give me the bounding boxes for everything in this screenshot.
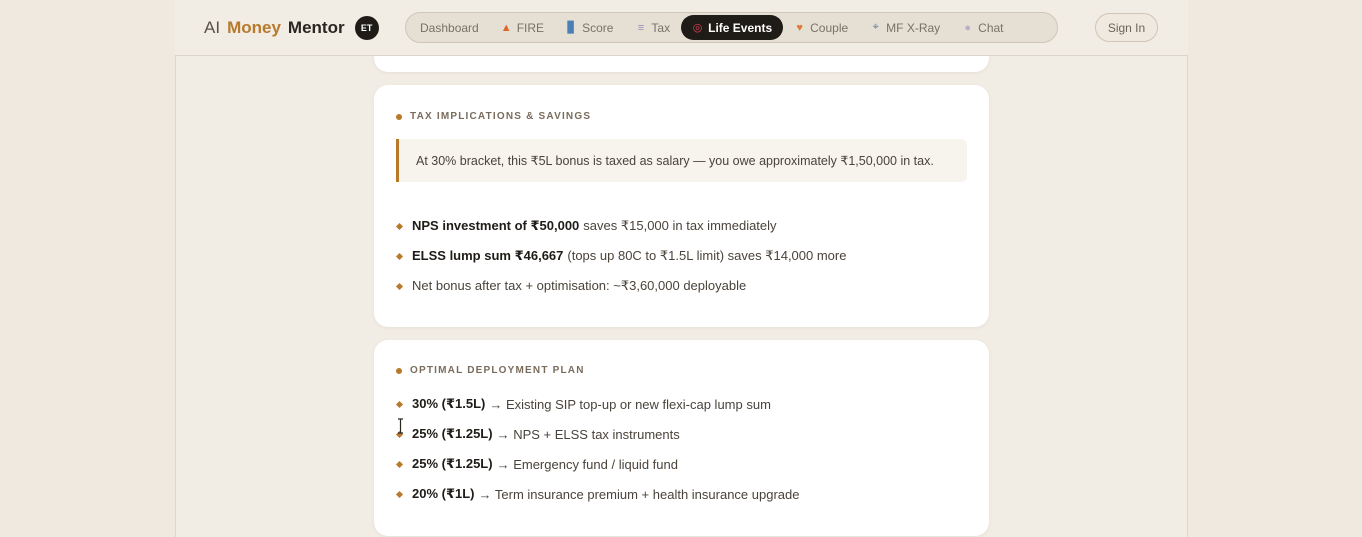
top-navbar: [175, 0, 1188, 56]
list-item-bold: 20% (₹1L): [412, 486, 475, 501]
list-item-bold: ELSS lump sum ₹46,667: [412, 248, 564, 263]
sign-in-button[interactable]: Sign In: [1095, 13, 1158, 42]
tax-section-title-text: TAX IMPLICATIONS & SAVINGS: [410, 111, 592, 122]
tab-label: FIRE: [516, 20, 545, 35]
brand-ai: AI: [204, 18, 221, 37]
brand-logo[interactable]: [204, 16, 379, 40]
diamond-bullet-icon: [396, 282, 403, 289]
list-item: [396, 241, 846, 271]
fire-icon: ▲: [500, 21, 512, 34]
target-icon: ◎: [692, 22, 703, 34]
plan-section-title: [396, 365, 585, 376]
tab-label: Tax: [651, 20, 671, 35]
tab-mf-xray[interactable]: [859, 15, 951, 40]
tab-label: Dashboard: [420, 20, 479, 35]
list-item-text: saves ₹15,000 in tax immediately: [583, 218, 777, 233]
couple-icon: ♥: [796, 21, 803, 34]
tab-label: Life Events: [708, 20, 773, 35]
tab-label: Score: [582, 20, 614, 35]
speech-icon: ●: [964, 21, 971, 34]
tab-dashboard[interactable]: [409, 15, 490, 40]
bullet-dot-icon: [396, 114, 402, 120]
bullet-dot-icon: [396, 368, 402, 374]
tax-section-title: [396, 111, 591, 122]
list-item: [396, 479, 799, 509]
list-item-text: → Term insurance premium + health insurance upgrade: [478, 486, 800, 502]
list-item-bold: 30% (₹1.5L): [412, 396, 486, 411]
tab-label: MF X-Ray: [886, 20, 941, 35]
tab-fire[interactable]: [490, 15, 555, 40]
chart-icon: ▊: [567, 22, 576, 34]
diamond-bullet-icon: [396, 460, 403, 467]
text-cursor-icon: [397, 418, 404, 434]
list-item-text: (tops up 80C to ₹1.5L limit) saves ₹14,000 more: [567, 248, 847, 263]
tab-couple[interactable]: [783, 15, 859, 40]
et-badge: ET: [355, 16, 379, 40]
tab-chat[interactable]: [951, 15, 1014, 40]
tab-label: Chat: [978, 20, 1004, 35]
list-item: [396, 211, 846, 241]
tab-label: Couple: [810, 20, 849, 35]
diamond-bullet-icon: [396, 222, 403, 229]
list-item: [396, 271, 846, 301]
deployment-plan-list: [396, 389, 799, 509]
brand-mentor: Mentor: [287, 18, 345, 37]
list-item-bold: NPS investment of ₹50,000: [412, 218, 580, 233]
list-item: [396, 419, 799, 449]
tax-implications-card: [374, 85, 989, 327]
tab-score[interactable]: [555, 15, 624, 40]
tab-life-events[interactable]: [681, 15, 783, 40]
diamond-bullet-icon: [396, 400, 403, 407]
plan-section-title-text: OPTIMAL DEPLOYMENT PLAN: [410, 365, 585, 376]
list-item-text: → Emergency fund / liquid fund: [496, 456, 678, 472]
tab-tax[interactable]: [624, 15, 681, 40]
list-item-text: → NPS + ELSS tax instruments: [496, 426, 680, 442]
microscope-icon: ⌖: [872, 21, 879, 33]
brand-money: Money: [227, 18, 281, 37]
list-item-text: Net bonus after tax + optimisation: ~₹3,60,000 deployable: [412, 278, 747, 293]
tax-callout-text: At 30% bracket, this ₹5L bonus is taxed as salary — you owe approximately ₹1,50,000 in tax.: [416, 154, 934, 168]
tax-callout: [396, 139, 967, 182]
receipt-icon: ≡: [637, 21, 645, 34]
diamond-bullet-icon: [396, 490, 403, 497]
list-item-bold: 25% (₹1.25L): [412, 426, 493, 441]
list-item-text: → Existing SIP top-up or new flexi-cap lump sum: [489, 396, 771, 412]
main-nav: [405, 12, 1058, 43]
list-item: [396, 449, 799, 479]
list-item-bold: 25% (₹1.25L): [412, 456, 493, 471]
list-item: [396, 389, 799, 419]
tax-savings-list: [396, 211, 846, 301]
diamond-bullet-icon: [396, 252, 403, 259]
deployment-plan-card: [374, 340, 989, 536]
